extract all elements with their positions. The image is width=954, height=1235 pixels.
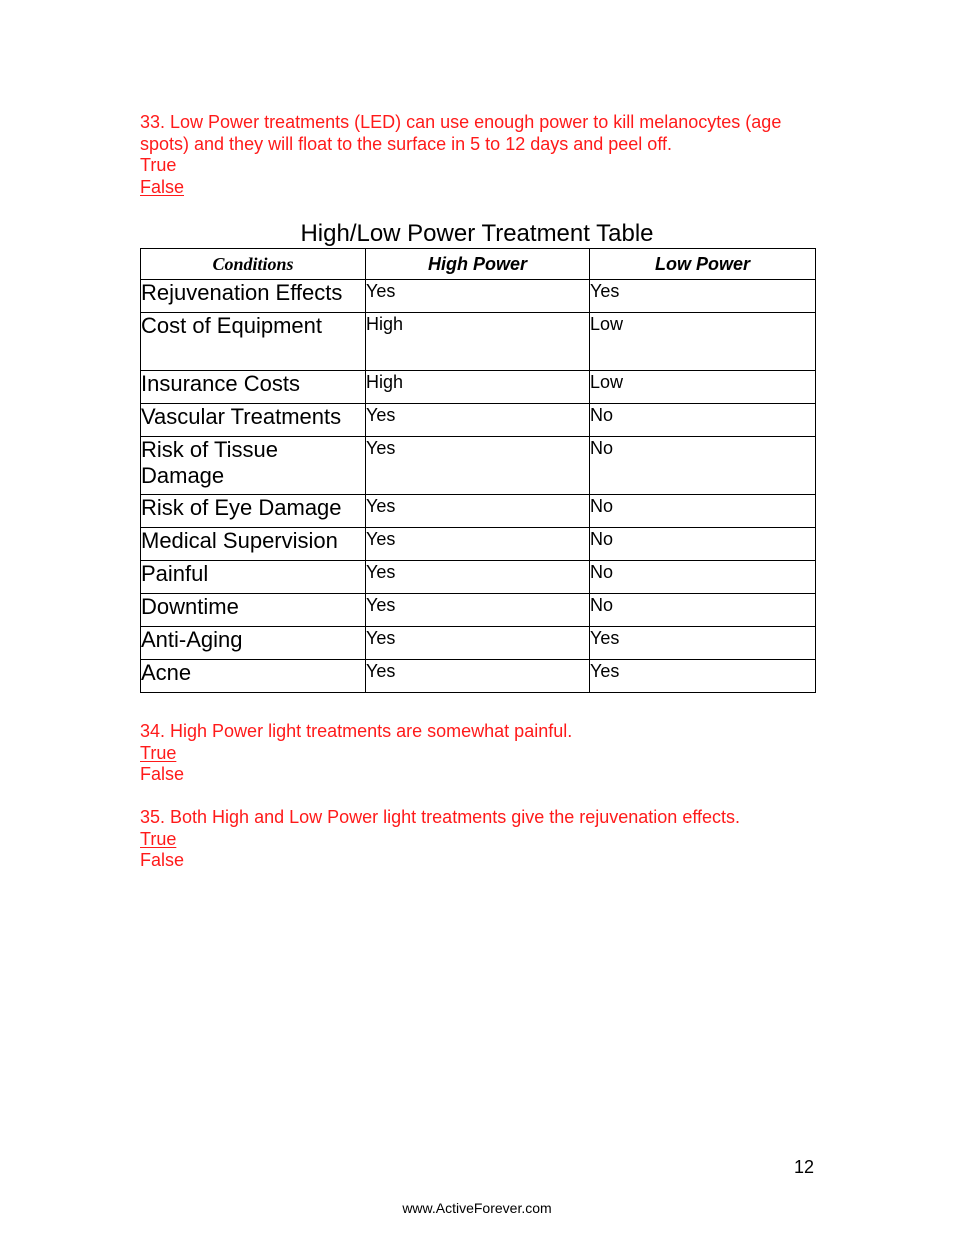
table-title: High/Low Power Treatment Table [300, 220, 654, 247]
row-high-value: High [366, 313, 590, 371]
table-row [141, 437, 816, 495]
question-34-text: 34. High Power light treatments are somewhat painful. [140, 721, 573, 741]
table-row [141, 627, 816, 660]
header-low-power: Low Power [590, 249, 816, 280]
row-high-value: Yes [366, 404, 590, 437]
row-label: Risk of Tissue Damage [141, 437, 366, 495]
row-high-value: Yes [366, 280, 590, 313]
table-row [141, 404, 816, 437]
header-high-power: High Power [366, 249, 590, 280]
question-33-option-false-selected: False [140, 176, 185, 197]
question-35-option-true-selected: True [140, 828, 177, 849]
row-low-value: No [590, 495, 816, 528]
row-low-value: Low [590, 313, 816, 371]
row-high-value: Yes [366, 528, 590, 561]
question-35 [140, 807, 820, 872]
question-34 [140, 721, 820, 786]
row-high-value: Yes [366, 594, 590, 627]
row-high-value: High [366, 371, 590, 404]
row-label: Medical Supervision [141, 528, 366, 561]
row-low-value: No [590, 404, 816, 437]
row-high-value: Yes [366, 627, 590, 660]
question-33-text-line-2: spots) and they will float to the surface in 5 to 12 days and peel off. [140, 133, 672, 154]
question-33 [140, 112, 820, 198]
question-34-option-false: False [140, 764, 185, 784]
question-35-text: 35. Both High and Low Power light treatments give the rejuvenation effects. [140, 807, 741, 827]
row-low-value: Yes [590, 627, 816, 660]
question-33-option-true: True [140, 155, 177, 175]
question-33-text-line-1: 33. Low Power treatments (LED) can use enough power to kill melanocytes (age [140, 112, 782, 132]
footer-url: www.ActiveForever.com [402, 1200, 552, 1216]
row-label: Vascular Treatments [141, 404, 366, 437]
row-high-value: Yes [366, 660, 590, 693]
row-high-value: Yes [366, 437, 590, 495]
header-conditions: Conditions [141, 249, 366, 280]
row-high-value: Yes [366, 561, 590, 594]
row-low-value: No [590, 528, 816, 561]
table-row [141, 528, 816, 561]
row-low-value: Yes [590, 280, 816, 313]
row-label: Acne [141, 660, 366, 693]
row-low-value: Yes [590, 660, 816, 693]
row-label: Cost of Equipment [141, 313, 366, 371]
question-35-option-false: False [140, 850, 185, 870]
table-row [141, 561, 816, 594]
table-row [141, 280, 816, 313]
page-number: 12 [793, 1157, 814, 1177]
row-label: Anti-Aging [141, 627, 366, 660]
table-row [141, 495, 816, 528]
table-row [141, 371, 816, 404]
row-label: Risk of Eye Damage [141, 495, 366, 528]
row-label: Rejuvenation Effects [141, 280, 366, 313]
row-low-value: No [590, 437, 816, 495]
table-row [141, 660, 816, 693]
row-label: Downtime [141, 594, 366, 627]
row-low-value: No [590, 561, 816, 594]
row-high-value: Yes [366, 495, 590, 528]
row-low-value: No [590, 594, 816, 627]
row-label: Insurance Costs [141, 371, 366, 404]
table-header-row [141, 249, 816, 280]
table-row [141, 594, 816, 627]
question-34-option-true-selected: True [140, 742, 177, 763]
table-row [141, 313, 816, 371]
row-label: Painful [141, 561, 366, 594]
treatment-table [140, 248, 816, 693]
row-low-value: Low [590, 371, 816, 404]
